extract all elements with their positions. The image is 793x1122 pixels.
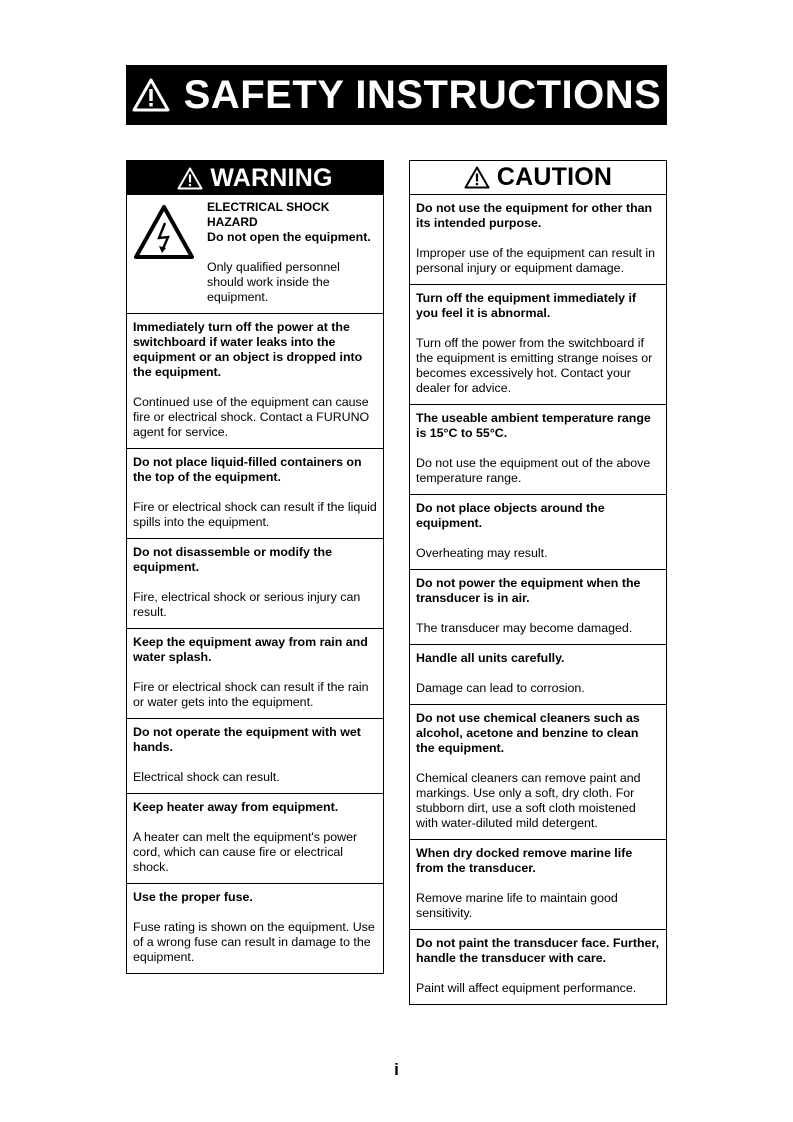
warning-triangle-icon bbox=[132, 78, 170, 112]
caution-item-title: The useable ambient temperature range is 15°C to 55°C. bbox=[416, 411, 651, 440]
caution-item bbox=[410, 570, 666, 645]
warning-item-title: Do not disassemble or modify the equipment. bbox=[133, 545, 332, 574]
warning-item-text: A heater can melt the equipment's power cord, which can cause fire or electrical shock. bbox=[133, 830, 358, 874]
warning-item bbox=[127, 449, 383, 539]
caution-item-title: Do not paint the transducer face. Further, handle the transducer with care. bbox=[416, 936, 660, 965]
caution-triangle-icon bbox=[464, 166, 490, 189]
warning-item-title: Keep heater away from equipment. bbox=[133, 800, 339, 814]
warning-item bbox=[127, 629, 383, 719]
warning-item-title: Immediately turn off the power at the switchboard if water leaks into the equipment or an object is dropped into the equipment. bbox=[133, 320, 363, 379]
caution-item-text: Turn off the power from the switchboard if the equipment is emitting strange noises or becomes excessively hot. Contact your dealer for advice. bbox=[416, 336, 653, 395]
caution-item-text: Do not use the equipment out of the above temperature range. bbox=[416, 456, 651, 485]
caution-item-text: Remove marine life to maintain good sensitivity. bbox=[416, 891, 618, 920]
caution-header bbox=[410, 161, 666, 195]
warning-item bbox=[127, 314, 383, 449]
caution-item-text: Improper use of the equipment can result in personal injury or equipment damage. bbox=[416, 246, 655, 275]
warning-item-text: Fuse rating is shown on the equipment. Use of a wrong fuse can result in damage to the equipment. bbox=[133, 920, 375, 964]
caution-item-title: Turn off the equipment immediately if you feel it is abnormal. bbox=[416, 291, 637, 320]
shock-hazard-title: ELECTRICAL SHOCK HAZARD bbox=[207, 200, 330, 229]
warning-item bbox=[127, 884, 383, 973]
warning-column bbox=[126, 160, 384, 974]
caution-item bbox=[410, 195, 666, 285]
caution-item-title: Do not place objects around the equipment. bbox=[416, 501, 605, 530]
caution-item-title: Do not power the equipment when the transducer is in air. bbox=[416, 576, 641, 605]
caution-item bbox=[410, 285, 666, 405]
caution-header-label: CAUTION bbox=[496, 163, 613, 191]
caution-item bbox=[410, 645, 666, 705]
caution-item-title: Do not use chemical cleaners such as alcohol, acetone and benzine to clean the equipment. bbox=[416, 711, 640, 755]
warning-triangle-icon bbox=[177, 167, 203, 190]
page-title-bar bbox=[126, 65, 667, 125]
warning-header-label: WARNING bbox=[210, 163, 333, 192]
caution-item bbox=[410, 405, 666, 495]
warning-item-text: Fire or electrical shock can result if the rain or water gets into the equipment. bbox=[133, 680, 369, 709]
caution-item-text: Damage can lead to corrosion. bbox=[416, 681, 585, 695]
warning-item-title: Do not operate the equipment with wet hands. bbox=[133, 725, 361, 754]
warning-header bbox=[127, 161, 383, 195]
caution-item bbox=[410, 705, 666, 840]
caution-item-title: Do not use the equipment for other than its intended purpose. bbox=[416, 201, 653, 230]
electrical-shock-hazard-section bbox=[127, 195, 383, 314]
warning-item-text: Electrical shock can result. bbox=[133, 770, 280, 784]
page-number: i bbox=[394, 1060, 399, 1079]
caution-item bbox=[410, 840, 666, 930]
caution-item-title: When dry docked remove marine life from the transducer. bbox=[416, 846, 633, 875]
shock-hazard-note: Only qualified personnel should work inside the equipment. bbox=[207, 260, 340, 304]
warning-item bbox=[127, 539, 383, 629]
warning-item-title: Do not place liquid-filled containers on the top of the equipment. bbox=[133, 455, 362, 484]
page-title: SAFETY INSTRUCTIONS bbox=[183, 72, 662, 117]
caution-item bbox=[410, 495, 666, 570]
shock-hazard-instruction: Do not open the equipment. bbox=[207, 230, 371, 244]
warning-item bbox=[127, 794, 383, 884]
warning-item-text: Fire or electrical shock can result if the liquid spills into the equipment. bbox=[133, 500, 377, 529]
warning-item-title: Keep the equipment away from rain and water splash. bbox=[133, 635, 368, 664]
warning-item-text: Fire, electrical shock or serious injury can result. bbox=[133, 590, 361, 619]
warning-item-title: Use the proper fuse. bbox=[133, 890, 253, 904]
warning-item-text: Continued use of the equipment can cause fire or electrical shock. Contact a FURUNO agent for service. bbox=[133, 395, 370, 439]
caution-column bbox=[409, 160, 667, 1005]
electrical-shock-icon bbox=[133, 204, 195, 260]
warning-item bbox=[127, 719, 383, 794]
caution-item-text: Overheating may result. bbox=[416, 546, 548, 560]
caution-item-text: Paint will affect equipment performance. bbox=[416, 981, 637, 995]
caution-item-title: Handle all units carefully. bbox=[416, 651, 565, 665]
caution-item bbox=[410, 930, 666, 1004]
caution-item-text: Chemical cleaners can remove paint and markings. Use only a soft, dry cloth. For stubborn dirt, use a soft cloth moistened with water-diluted mild detergent. bbox=[416, 771, 641, 830]
caution-item-text: The transducer may become damaged. bbox=[416, 621, 633, 635]
